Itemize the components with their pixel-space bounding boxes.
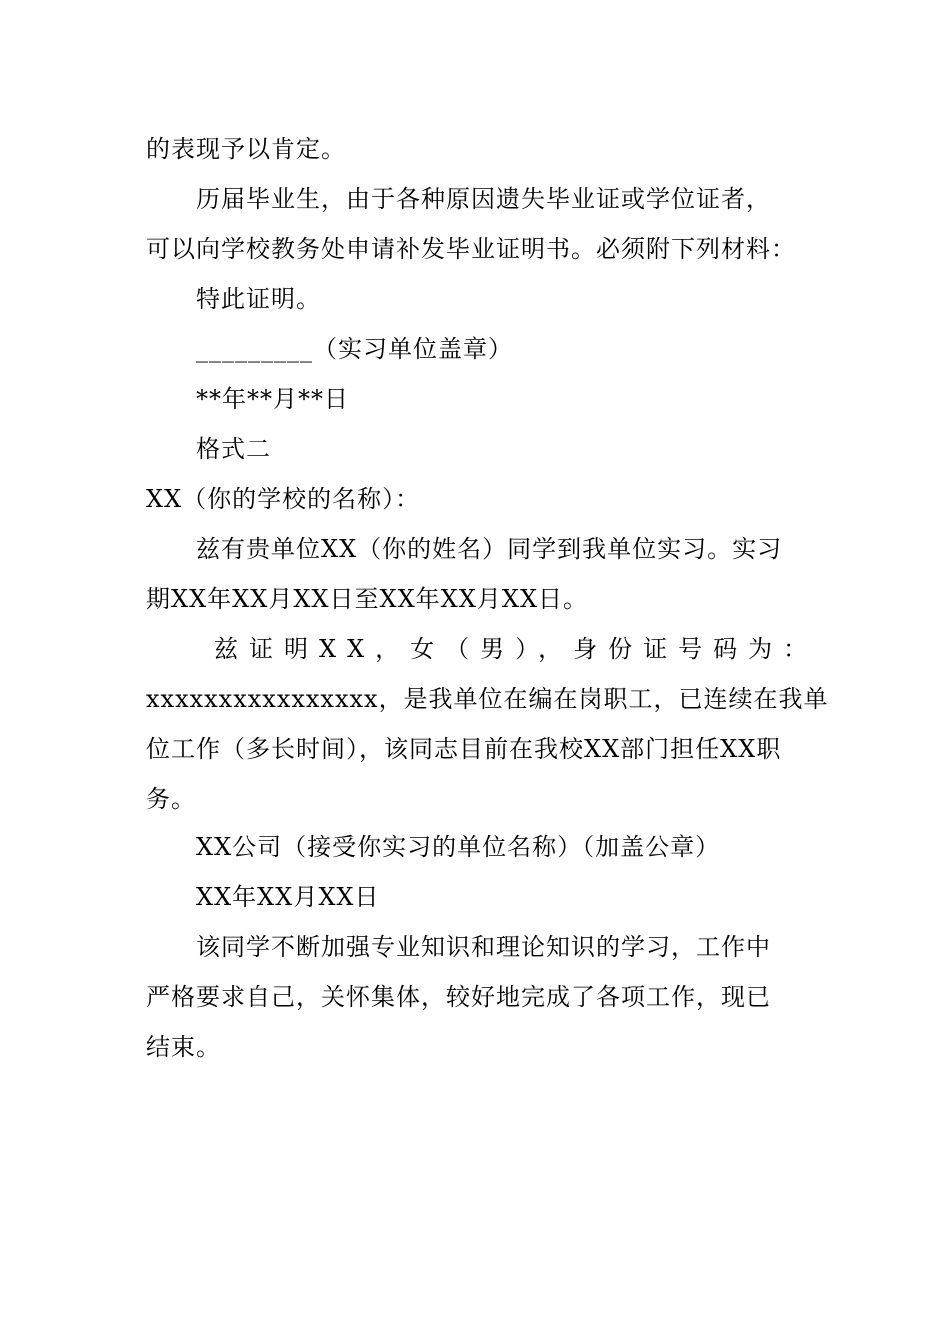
paragraph-line: 可以向学校教务处申请补发毕业证明书。必须附下列材料：	[146, 235, 796, 263]
paragraph-line: 兹有贵单位XX（你的姓名）同学到我单位实习。实习	[196, 535, 783, 563]
stamp-placeholder: _________（实习单位盖章）	[196, 335, 513, 363]
paragraph-line: 的表现予以肯定。	[146, 135, 346, 163]
paragraph-line: 期XX年XX月XX日至XX年XX月XX日。	[146, 585, 589, 613]
paragraph-line: 结束。	[146, 1033, 221, 1061]
paragraph-line: 严格要求自己，关怀集体，较好地完成了各项工作，现已	[146, 983, 771, 1011]
closing-statement: 特此证明。	[196, 285, 321, 313]
paragraph-line: 该同学不断加强专业知识和理论知识的学习，工作中	[196, 933, 771, 961]
section-heading: 格式二	[196, 435, 271, 463]
paragraph-line: 务。	[146, 785, 196, 813]
company-signature: XX公司（接受你实习的单位名称）（加盖公章）	[196, 833, 721, 861]
paragraph-line: 位工作（多长时间），该同志目前在我校XX部门担任XX职	[146, 735, 782, 763]
paragraph-line: 历届毕业生，由于各种原因遗失毕业证或学位证者，	[196, 185, 771, 213]
salutation: XX（你的学校的名称）：	[146, 485, 421, 513]
paragraph-line: xxxxxxxxxxxxxxxx，是我单位在编在岗职工，已连续在我单	[146, 685, 829, 713]
date-placeholder: **年**月**日	[196, 385, 349, 413]
signature-date: XX年XX月XX日	[196, 883, 380, 911]
paragraph-line: 兹证明XX，女（男），身份证号码为：	[214, 635, 819, 663]
